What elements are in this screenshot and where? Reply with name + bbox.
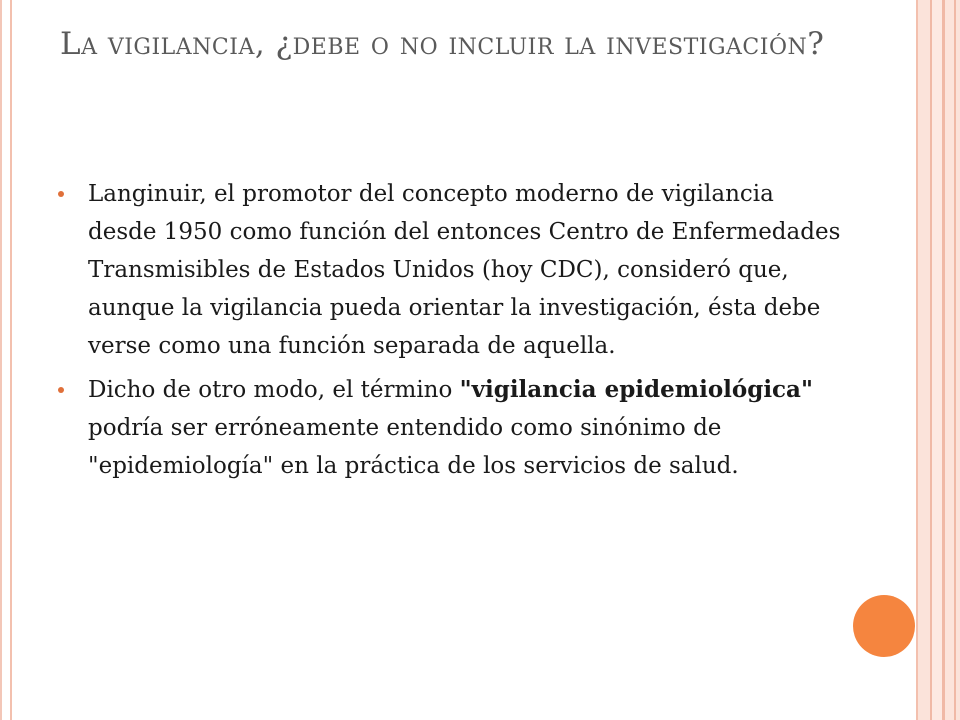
bullet-text-before: Dicho de otro modo, el término	[88, 377, 460, 403]
slide-body	[58, 175, 848, 491]
stripe	[956, 0, 960, 720]
bullet-item	[58, 371, 848, 485]
bullet-dot-icon	[58, 191, 64, 197]
decorative-circle	[853, 595, 915, 657]
decorative-stripes	[918, 0, 960, 720]
bullet-dot-icon	[58, 387, 64, 393]
bullet-text-bold: "vigilancia epidemiológica"	[459, 376, 813, 403]
stripe	[918, 0, 930, 720]
bullet-item	[58, 175, 848, 365]
bullet-text-after: podría ser erróneamente entendido como sinónimo de "epidemiología" en la práctica de los servicios de salud.	[88, 415, 739, 479]
bullet-text: Langinuir, el promotor del concepto moderno de vigilancia desde 1950 como función del entonces Centro de Enfermedades Transmisibles de Estados Unidos (hoy CDC), consideró que, aunque la vigilancia pueda orientar la investigación, ésta debe verse como una función separada de aquella.	[88, 181, 841, 359]
stripe	[932, 0, 942, 720]
slide-title: La vigilancia, ¿debe o no incluir la investigación?	[60, 26, 825, 62]
stripe	[945, 0, 954, 720]
left-border	[0, 0, 2, 720]
